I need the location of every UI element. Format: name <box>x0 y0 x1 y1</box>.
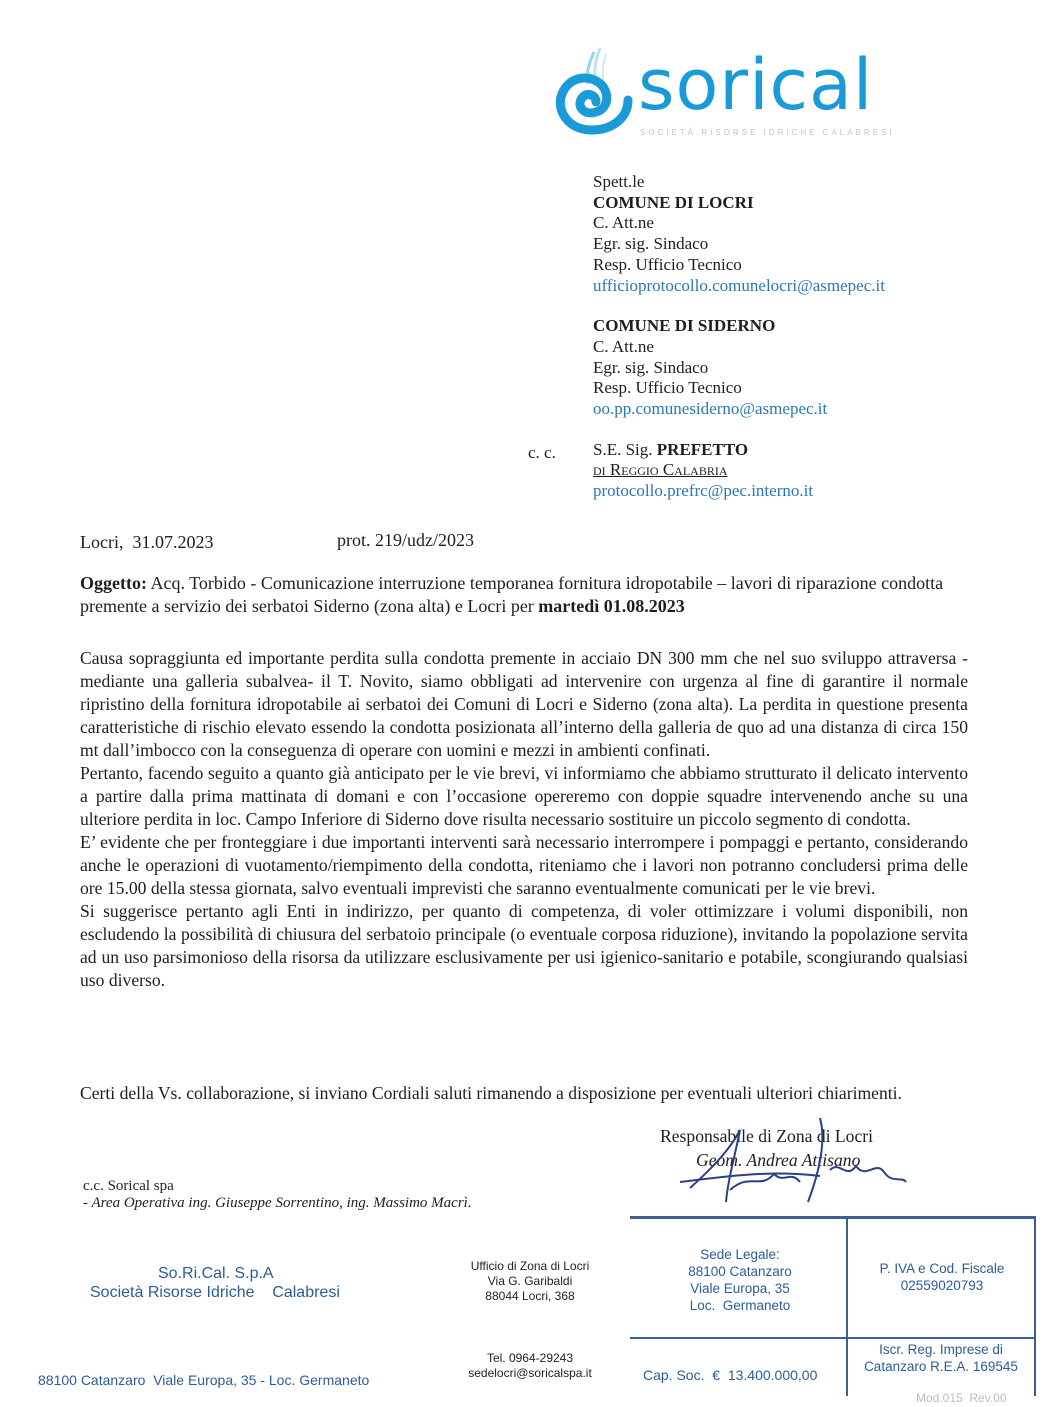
recipient-siderno-att: C. Att.ne <box>593 336 654 356</box>
logo-tagline: SOCIETÀ RISORSE IDRICHE CALABRESI <box>640 128 895 137</box>
cc-footer-line2: - Area Operativa ing. Giuseppe Sorrentino, ing. Massimo Macrì. <box>83 1195 472 1211</box>
footer-office <box>440 1259 620 1304</box>
piva-number: 02559020793 <box>900 1278 984 1293</box>
recipient-locri-sindaco: Egr. sig. Sindaco <box>593 234 709 254</box>
prefetto-email[interactable]: protocollo.prefrc@pec.interno.it <box>593 481 814 501</box>
recipient-locri-name: COMUNE DI LOCRI <box>593 192 754 212</box>
footer-rule-vertical <box>846 1216 848 1396</box>
footer-sede <box>640 1246 840 1314</box>
letter-body <box>80 647 968 992</box>
recipient-locri-att: C. Att.ne <box>593 213 654 233</box>
office-city: 88044 Locri, 368 <box>485 1289 575 1303</box>
recipient-locri-ufficio: Resp. Ufficio Tecnico <box>593 254 742 274</box>
footer-rea <box>850 1341 1032 1375</box>
footer-rule-right <box>1034 1216 1036 1396</box>
body-paragraph: Causa sopraggiunta ed importante perdita sulla condotta premente in acciaio DN 300 mm che nel suo sviluppo attraversa -mediante una galleria subalvea- il T. Novito, siamo obbligati ad intervenire con urgenza al fine di garantire il normale ripristino della fornitura idropotabile ai serbatoi dei Comuni di Locri e Siderno (zona alta). La perdita in questione presenta caratteristiche di rischio elevato essendo la condotta posizionata all’interno della galleria de quo ad una distanza di circa 150 mt dall’imbocco con la conseguenza di operare con uomini e mezzi in ambienti confinati. <box>80 648 968 760</box>
recipient-siderno-name: COMUNE DI SIDERNO <box>593 316 776 336</box>
office-title: Ufficio di Zona di Locri <box>470 1259 590 1273</box>
recipients-block <box>593 172 1033 502</box>
body-paragraph: Pertanto, facendo seguito a quanto già anticipato per le vie brevi, vi informiamo che abbiamo strutturato il delicato intervento a partire dalla prima mattinata di domani e con l’occasione opereremo con doppie squadre intervenendo anche su una ulteriore perdita in loc. Campo Inferiore di Siderno dove risulta necessario sostituire un piccolo segmento di condotta. <box>80 763 968 829</box>
cc-footer-line1: c.c. Sorical spa <box>83 1178 174 1194</box>
sede-loc: Loc. Germaneto <box>689 1298 791 1313</box>
signature-role: Responsabile di Zona di Locri <box>660 1126 874 1146</box>
cc-label: c. c. <box>528 443 556 462</box>
footer-contacts <box>440 1351 620 1381</box>
subject-label: Oggetto: <box>80 573 147 593</box>
footer-rule-middle <box>630 1337 1036 1339</box>
footer-rule-top <box>630 1216 1036 1219</box>
recipient-prefetto-line <box>593 440 1033 461</box>
subject-text: Acq. Torbido - Comunicazione interruzione temporanea fornitura idropotabile – lavori di riparazione condotta premente a servizio dei serbatoi Siderno (zona alta) e Locri per <box>80 573 944 616</box>
footer-company-full: Società Risorse Idriche Calabresi <box>90 1284 340 1301</box>
place-date: Locri, 31.07.2023 <box>80 532 214 552</box>
recipient-siderno-email[interactable]: oo.pp.comunesiderno@asmepec.it <box>593 399 828 419</box>
rea-line2: Catanzaro R.E.A. 169545 <box>864 1359 1018 1374</box>
recipient-locri-email[interactable]: ufficioprotocollo.comunelocri@asmepec.it <box>593 275 885 295</box>
office-tel: Tel. 0964-29243 <box>486 1351 574 1365</box>
signature-name: Geom. Andrea Attisano <box>696 1150 861 1170</box>
sorical-swirl-icon <box>552 44 634 136</box>
footer-company: So.Ri.Cal. S.p.A <box>158 1265 274 1282</box>
logo <box>552 42 942 142</box>
footer-mod: Mod.015 Rev.00 <box>916 1391 1007 1405</box>
footer-capital: Cap. Soc. € 13.400.000,00 <box>643 1367 818 1383</box>
logo-wordmark: sorical <box>638 44 874 126</box>
subject <box>80 572 968 618</box>
prefetto-prefix: S.E. Sig. <box>593 439 653 459</box>
recipient-siderno-sindaco: Egr. sig. Sindaco <box>593 357 709 377</box>
greeting: Spett.le <box>593 172 645 191</box>
sede-title: Sede Legale: <box>700 1247 780 1262</box>
footer-address: 88100 Catanzaro Viale Europa, 35 - Loc. Germaneto <box>38 1372 370 1388</box>
rea-line1: Iscr. Reg. Imprese di <box>879 1342 1003 1357</box>
handwritten-signature <box>670 1110 920 1210</box>
body-paragraph: Si suggerisce pertanto agli Enti in indirizzo, per quanto di competenza, di voler ottimizzare i volumi disponibili, non escludendo la possibilità di chiusura del serbatoio principale (o eventuale corposa riduzione), invitando la popolazione servita ad un uso parsimonioso della risorsa da utilizzare esclusivamente per usi igienico-sanitario e potabile, scongiurando qualsiasi uso diverso. <box>80 901 968 990</box>
subject-date: martedì 01.08.2023 <box>538 596 685 616</box>
sede-city: 88100 Catanzaro <box>688 1264 792 1279</box>
prefetto-title: PREFETTO <box>656 439 749 459</box>
office-email[interactable]: sedelocri@soricalspa.it <box>468 1366 592 1380</box>
footer-piva <box>852 1260 1032 1294</box>
recipient-siderno-ufficio: Resp. Ufficio Tecnico <box>593 378 742 398</box>
office-street: Via G. Garibaldi <box>487 1274 573 1288</box>
sede-street: Viale Europa, 35 <box>690 1281 790 1296</box>
body-paragraph: E’ evidente che per fronteggiare i due importanti interventi sarà necessario interrompere i pompaggi e pertanto, considerando anche le operazioni di vuotamento/riempimento della condotta, riteniamo che i lavori non potranno concludersi prima delle ore 15.00 della stessa giornata, salvo eventuali imprevisti che saranno eventualmente comunicati per le vie brevi. <box>80 832 968 898</box>
protocol-number: prot. 219/udz/2023 <box>337 530 474 550</box>
piva-label: P. IVA e Cod. Fiscale <box>879 1261 1005 1276</box>
closing: Certi della Vs. collaborazione, si inviano Cordiali saluti rimanendo a disposizione per eventuali ulteriori chiarimenti. <box>80 1083 902 1103</box>
prefetto-location: di Reggio Calabria <box>593 460 728 480</box>
